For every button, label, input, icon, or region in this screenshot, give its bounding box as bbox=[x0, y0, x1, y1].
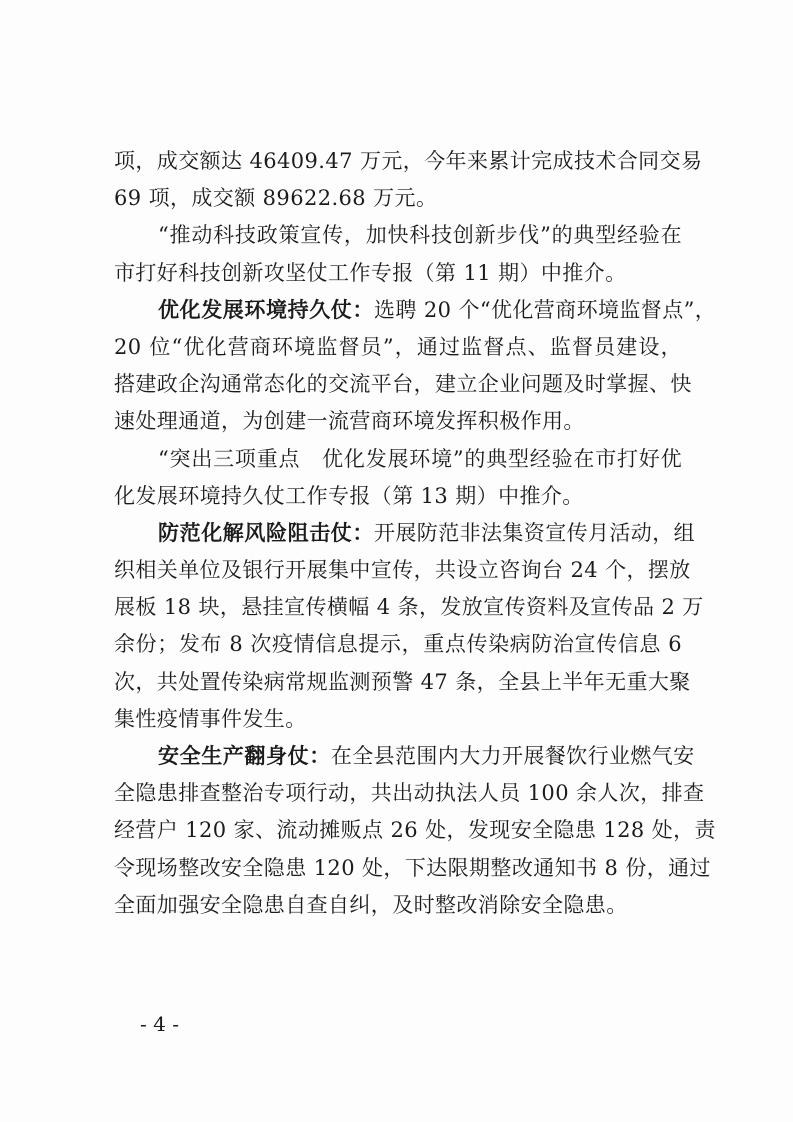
paragraph-tech-contracts bbox=[114, 143, 703, 217]
text-line bbox=[114, 292, 717, 329]
text-line bbox=[114, 738, 695, 775]
paragraph-risk-prevention bbox=[114, 515, 704, 738]
paragraph-safety-production bbox=[114, 738, 716, 924]
text-line bbox=[114, 515, 695, 552]
text-line: 项，成交额达 46409.47 万元，今年来累计完成技术合同交易 bbox=[114, 149, 703, 173]
text-line: 搭建政企沟通常态化的交流平台，建立企业问题及时掌握、快 bbox=[114, 372, 692, 397]
text-line: 速处理通道，为创建一流营商环境发挥积极作用。 bbox=[114, 409, 585, 434]
text-line: 经营户 120 家、流动摊贩点 26 处，发现安全隐患 128 处，责 bbox=[114, 818, 716, 843]
text-line: 余份；发布 8 次疫情信息提示，重点传染病防治宣传信息 6 bbox=[114, 632, 682, 657]
text-line: 集性疫情事件发生。 bbox=[114, 706, 307, 731]
section-heading: 安全生产翻身仗： bbox=[158, 744, 331, 768]
text-line: 展板 18 块，悬挂宣传横幅 4 条，发放宣传资料及宣传品 2 万 bbox=[114, 595, 704, 620]
text-line: 市打好科技创新攻坚仗工作专报（第 11 期）中推介。 bbox=[114, 260, 627, 285]
body-text bbox=[114, 143, 717, 924]
paragraph-tech-policy bbox=[114, 217, 682, 291]
text-line: 令现场整改安全隐患 120 处，下达限期整改通知书 8 份，通过 bbox=[114, 855, 711, 880]
text-segment: 在全县范围内大力开展餐饮行业燃气安 bbox=[330, 744, 695, 768]
text-segment: 选聘 20 个“优化营商环境监督点”， bbox=[374, 297, 717, 322]
text-line: 69 项，成交额 89622.68 万元。 bbox=[114, 186, 438, 211]
section-heading: 防范化解风险阻击仗： bbox=[158, 520, 374, 545]
text-line: “推动科技政策宣传，加快科技创新步伐”的典型经验在 bbox=[158, 223, 682, 248]
section-heading: 优化发展环境持久仗： bbox=[158, 297, 374, 322]
text-line: 织相关单位及银行开展集中宣传，共设立咨询台 24 个，摆放 bbox=[114, 558, 691, 583]
page-number: - 4 - bbox=[140, 1012, 179, 1036]
text-segment: 开展防范非法集资宣传月活动，组 bbox=[374, 520, 695, 545]
text-line: 全隐患排查整治专项行动，共出动执法人员 100 余人次，排查 bbox=[114, 781, 705, 806]
paragraph-business-environment bbox=[114, 292, 717, 441]
text-line: 化发展环境持久仗工作专报（第 13 期）中推介。 bbox=[114, 483, 584, 508]
text-line: 20 位“优化营商环境监督员”，通过监督点、监督员建设， bbox=[114, 334, 682, 359]
paragraph-three-priorities bbox=[114, 441, 682, 515]
text-line: 全面加强安全隐患自查自纠，及时整改消除安全隐患。 bbox=[114, 892, 628, 917]
text-line: “突出三项重点 优化发展环境”的典型经验在市打好优 bbox=[158, 446, 682, 471]
text-line: 次，共处置传染病常规监测预警 47 条，全县上半年无重大聚 bbox=[114, 669, 691, 694]
